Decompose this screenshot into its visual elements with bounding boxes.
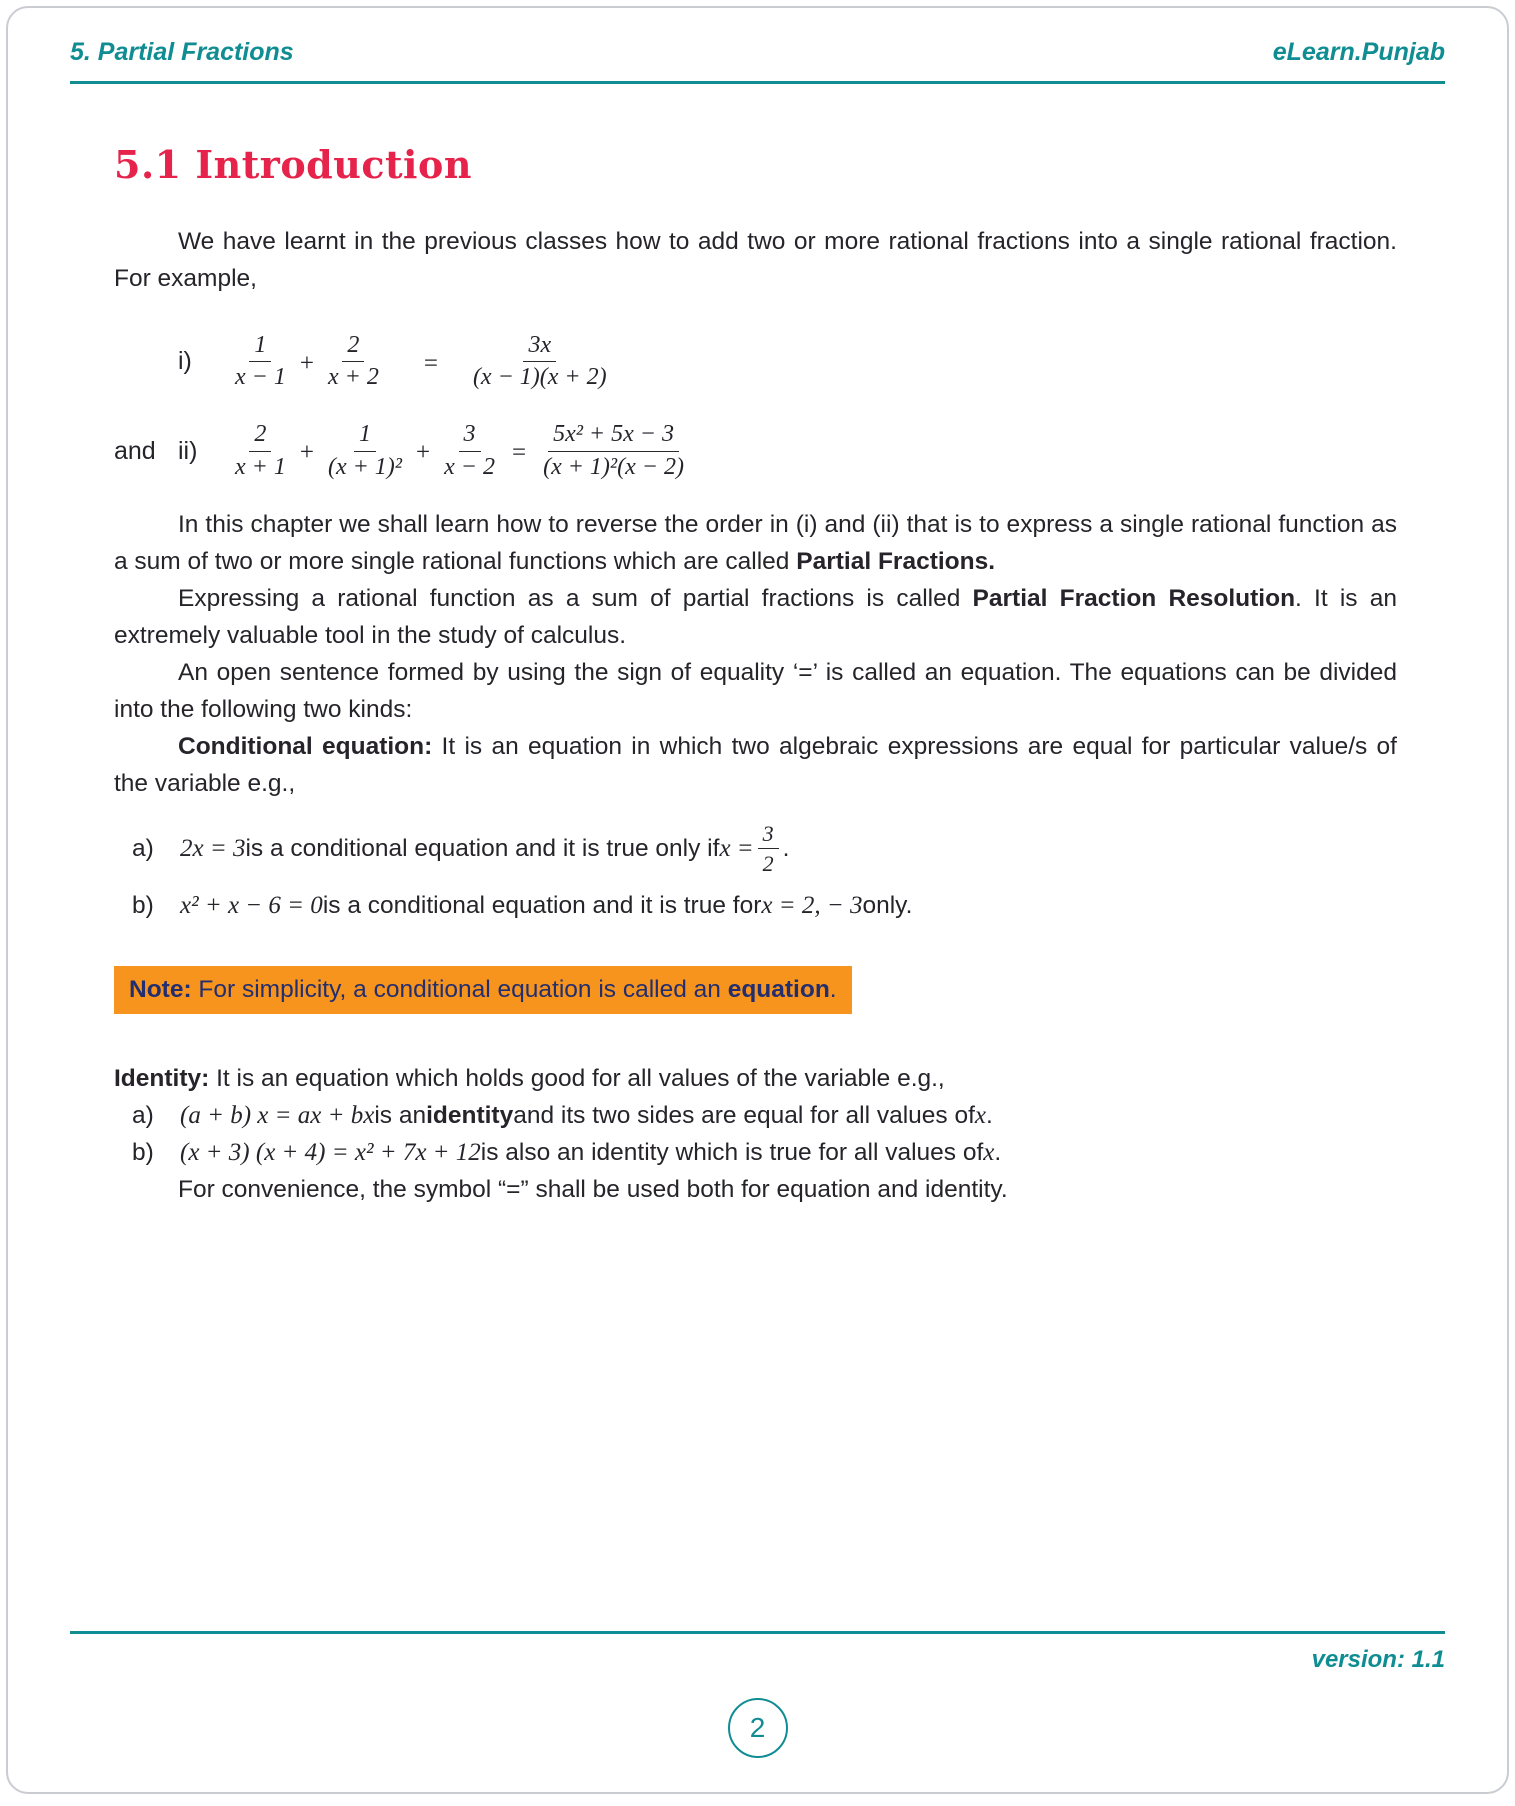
list-text [180,887,912,924]
paragraph-text: . It is an extremely valuable tool in the study of calculus. [114,584,1397,649]
page-content [8,84,1507,1208]
fraction: $\frac{2}{x + 2}$ [327,332,379,391]
version-label: version: 1.1 [1311,1646,1445,1673]
equation-i-label: i) [178,347,192,376]
note-text: For simplicity, a conditional equation is called an [191,975,728,1003]
paragraph-text: It is an equation which holds good for all values of the variable e.g., [209,1064,945,1092]
bold-term: Identity: [114,1064,210,1092]
paragraph-text: In this chapter we shall learn how to reverse the order in (i) and (ii) that is to express a single rational function as a sum of two or more single rational functions which are called [114,510,1397,575]
paragraph-text: is also an identity which is true for all values of [480,1138,984,1166]
plus-operator: + [299,439,314,467]
paragraph-text: . [994,1138,1002,1166]
paragraph-text: is an [374,1101,427,1129]
intro-paragraph: We have learnt in the previous classes how to add two or more rational fractions into a single rational fraction. For example, [114,228,1397,292]
note-callout [114,966,852,1014]
brand-label: eLearn.Punjab [1272,38,1445,66]
paragraph-text: . [782,834,790,862]
paragraph-text: and its two sides are equal for all values of [513,1101,975,1129]
bold-term: Partial Fraction Resolution [972,584,1296,612]
math-expression: x [983,1138,995,1166]
fraction: $\frac{3x}{(x - 1)(x + 2)}$ [472,332,607,391]
page-header [8,38,1507,67]
list-item-a [114,822,1397,875]
identity-item-b [114,1134,1397,1171]
list-label: a) [132,1101,154,1129]
equals-operator: = [423,349,438,377]
paragraph-text: Expressing a rational function as a sum of partial fractions is called [178,584,973,612]
fraction: $\frac{\text{5x² + 5x − 3}}{\text{(x + 1)²(x − 2)}}$ [543,421,684,480]
paragraph-equation-def: An open sentence formed by using the sign of equality ‘=’ is called an equation. The equations can be divided into the following two kinds: [114,658,1397,723]
list-label: b) [132,891,154,919]
list-text [180,1134,1001,1171]
paragraph-convenience: For convenience, the symbol “=” shall be used both for equation and identity. [178,1175,1008,1203]
bold-term: equation [727,975,830,1003]
paragraph-text: . [985,1101,993,1129]
equation-ii-prefix: and [114,436,156,465]
plus-operator: + [416,439,431,467]
math-expression: x = 2, − 3 [761,891,863,919]
page-number-badge [728,1698,788,1758]
fraction: $\frac{3}{x - 2}$ [444,421,495,480]
math-expression: 2x = 3 [180,834,246,862]
math-expression: (x + 3) (x + 4) = x² + 7x + 12 [180,1138,481,1166]
fraction: $\frac{1}{x - 1}$ [235,332,286,391]
list-label: a) [132,834,154,862]
math-expression: x [974,1101,986,1129]
paragraph-partial-fractions [114,506,1397,580]
paragraph-text: is a conditional equation and it is true for [322,891,762,919]
fraction: $\frac{2}{x + 1}$ [235,421,286,480]
fraction: $\frac{1}{\text{(x + 1)²}}$ [327,421,402,480]
bold-term: identity [426,1101,514,1129]
section-title: 5.1 Introduction [114,142,472,187]
bold-term: Conditional equation: [178,732,433,760]
paragraph-conditional [114,728,1397,802]
paragraph-identity [114,1060,1397,1097]
paragraph-text: is a conditional equation and it is true only if [245,834,720,862]
list-label: b) [132,1138,154,1166]
equation-ii-expression [230,422,689,479]
math-expression: x = [719,834,754,862]
page [6,6,1509,1794]
equation-i [114,333,1397,390]
paragraph-resolution [114,580,1397,654]
list-text [180,1097,993,1134]
note-label: Note: [129,975,192,1003]
list-text [180,822,789,875]
page-number: 2 [749,1712,766,1743]
paragraph-text: only. [862,891,913,919]
equation-ii [114,422,1397,479]
equation-i-expression [230,333,612,390]
note-text: . [829,975,837,1003]
identity-item-a [114,1097,1397,1134]
chapter-title: 5. Partial Fractions [70,38,294,66]
list-item-b [114,887,1397,924]
equals-operator: = [511,439,527,467]
paragraph-text: It is an equation in which two algebraic expressions are equal for particular value/s of the variable e.g., [114,732,1397,797]
fraction: $\frac{3}{2}$ [758,822,779,875]
equation-ii-label: ii) [178,436,198,465]
math-expression: (a + b) x = ax + bx [180,1101,375,1129]
page-footer [8,1617,1507,1758]
math-expression: x² + x − 6 = 0 [180,891,323,919]
bold-term: Partial Fractions. [796,547,996,575]
plus-operator: + [299,349,314,377]
